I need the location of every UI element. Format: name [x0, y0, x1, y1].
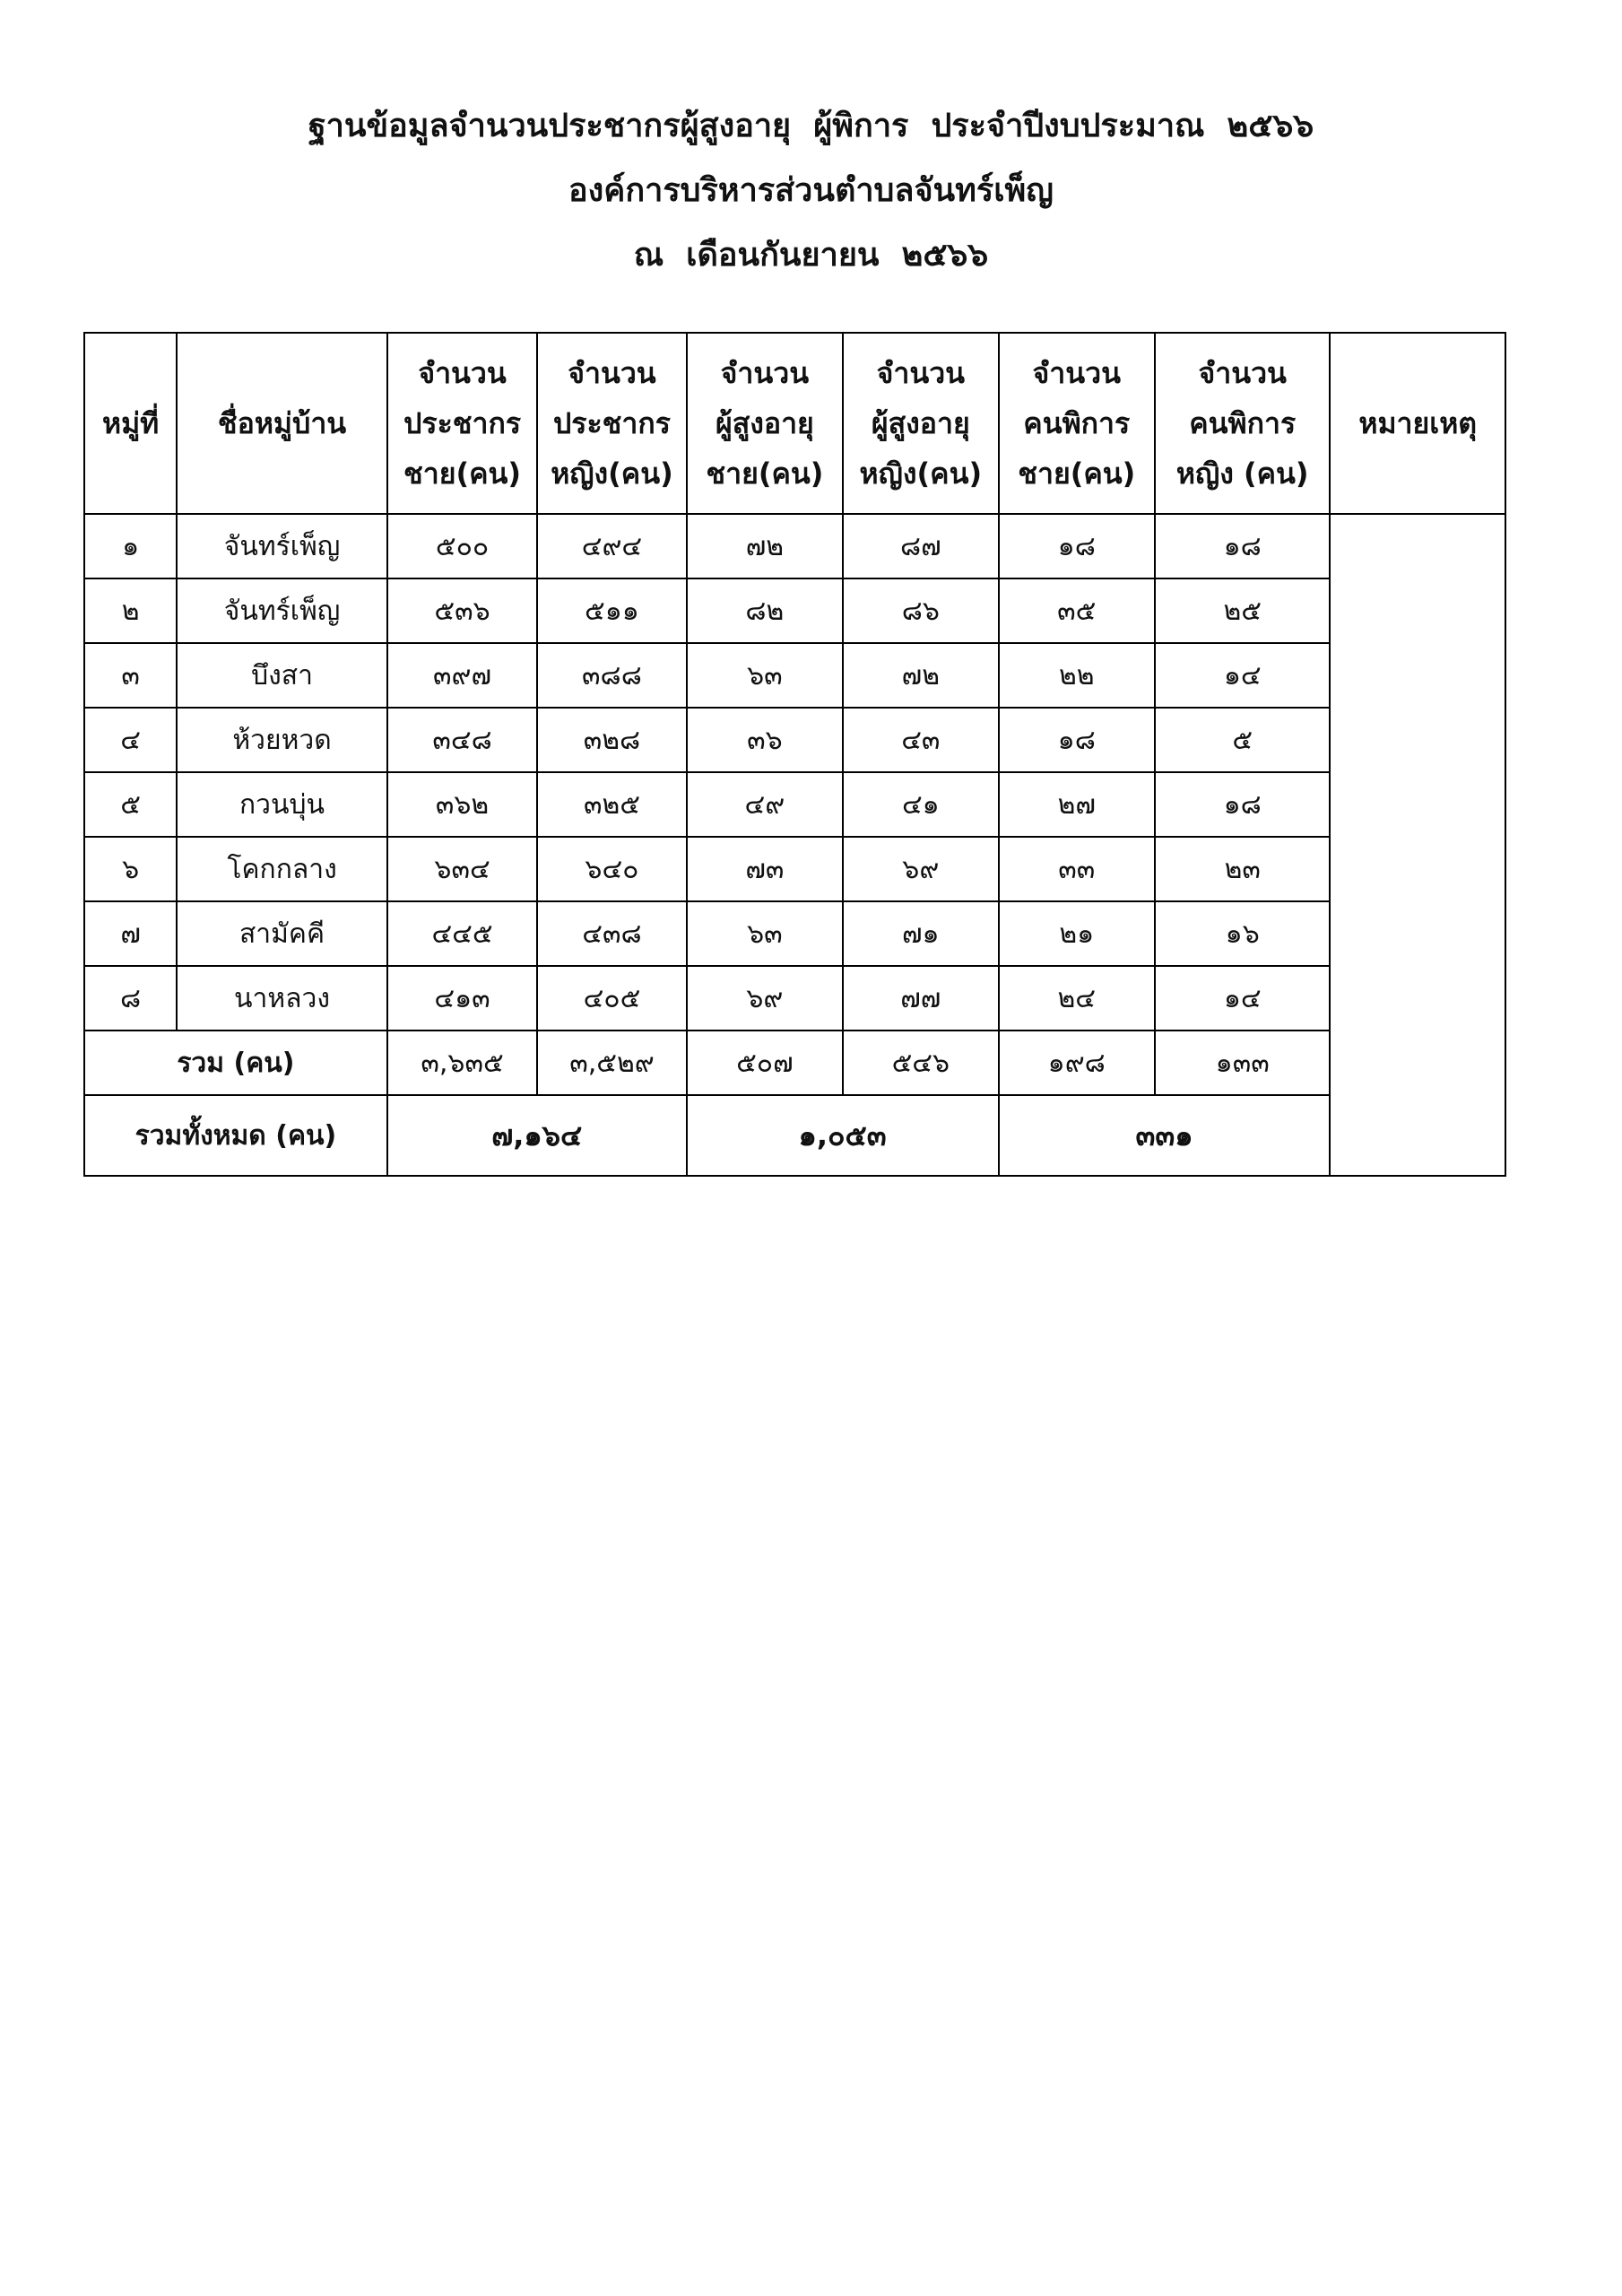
grand-total-row	[84, 1095, 1505, 1176]
sum-pop-male: ๓,๖๓๕	[387, 1031, 537, 1095]
cell-moo: ๘	[84, 966, 177, 1031]
grand-total-disabled: ๓๓๑	[999, 1095, 1331, 1176]
cell-village: สามัคคี	[177, 901, 387, 966]
cell-pop-female: ๓๘๘	[537, 643, 686, 708]
table-row	[84, 966, 1505, 1031]
cell-disabled-female: ๑๖	[1155, 901, 1330, 966]
header-remark: หมายเหตุ	[1330, 333, 1505, 514]
cell-pop-male: ๔๔๕	[387, 901, 537, 966]
header-disabled-female: จำนวน คนพิการ หญิง (คน)	[1155, 333, 1330, 514]
sum-label: รวม (คน)	[84, 1031, 387, 1095]
cell-moo: ๕	[84, 772, 177, 837]
cell-pop-female: ๕๑๑	[537, 578, 686, 643]
cell-elderly-male: ๖๓	[687, 643, 843, 708]
cell-elderly-female: ๘๖	[843, 578, 998, 643]
cell-elderly-male: ๖๓	[687, 901, 843, 966]
table-row	[84, 643, 1505, 708]
document-title	[0, 100, 1622, 294]
cell-pop-male: ๔๑๓	[387, 966, 537, 1031]
cell-moo: ๖	[84, 837, 177, 901]
cell-pop-female: ๔๐๕	[537, 966, 686, 1031]
header-elderly-female: จำนวน ผู้สูงอายุ หญิง(คน)	[843, 333, 998, 514]
cell-pop-male: ๓๙๗	[387, 643, 537, 708]
cell-elderly-male: ๘๒	[687, 578, 843, 643]
cell-pop-female: ๔๓๘	[537, 901, 686, 966]
cell-remark	[1330, 514, 1505, 1176]
population-table	[83, 332, 1506, 1177]
cell-disabled-male: ๒๗	[999, 772, 1155, 837]
cell-village: โคกกลาง	[177, 837, 387, 901]
title-line-2: องค์การบริหารส่วนตำบลจันทร์เพ็ญ	[568, 172, 1054, 209]
cell-disabled-male: ๒๑	[999, 901, 1155, 966]
cell-moo: ๗	[84, 901, 177, 966]
cell-elderly-female: ๔๑	[843, 772, 998, 837]
cell-pop-female: ๓๒๘	[537, 708, 686, 772]
cell-disabled-female: ๑๘	[1155, 514, 1330, 578]
header-disabled-male: จำนวน คนพิการ ชาย(คน)	[999, 333, 1155, 514]
cell-village: จันทร์เพ็ญ	[177, 578, 387, 643]
header-moo: หมู่ที่	[84, 333, 177, 514]
cell-village: จันทร์เพ็ญ	[177, 514, 387, 578]
cell-moo: ๒	[84, 578, 177, 643]
cell-moo: ๑	[84, 514, 177, 578]
cell-disabled-male: ๒๒	[999, 643, 1155, 708]
cell-elderly-female: ๗๒	[843, 643, 998, 708]
header-elderly-male: จำนวน ผู้สูงอายุ ชาย(คน)	[687, 333, 843, 514]
table-row	[84, 772, 1505, 837]
cell-elderly-male: ๗๒	[687, 514, 843, 578]
sum-row	[84, 1031, 1505, 1095]
cell-elderly-male: ๔๙	[687, 772, 843, 837]
cell-village: กวนบุ่น	[177, 772, 387, 837]
sum-elderly-male: ๕๐๗	[687, 1031, 843, 1095]
sum-elderly-female: ๕๔๖	[843, 1031, 998, 1095]
grand-total-elderly: ๑,๐๕๓	[687, 1095, 999, 1176]
table-row	[84, 901, 1505, 966]
cell-pop-male: ๖๓๔	[387, 837, 537, 901]
sum-disabled-male: ๑๙๘	[999, 1031, 1155, 1095]
cell-village: นาหลวง	[177, 966, 387, 1031]
cell-pop-female: ๖๔๐	[537, 837, 686, 901]
title-line-1: ฐานข้อมูลจำนวนประชากรผู้สูงอายุ ผู้พิการ ประจำปีงบประมาณ ๒๕๖๖	[308, 108, 1314, 144]
cell-pop-male: ๓๖๒	[387, 772, 537, 837]
sum-pop-female: ๓,๕๒๙	[537, 1031, 686, 1095]
cell-elderly-female: ๗๗	[843, 966, 998, 1031]
cell-disabled-female: ๒๕	[1155, 578, 1330, 643]
cell-elderly-male: ๖๙	[687, 966, 843, 1031]
cell-disabled-male: ๓๕	[999, 578, 1155, 643]
title-line-3: ณ เดือนกันยายน ๒๕๖๖	[633, 237, 989, 274]
cell-disabled-female: ๒๓	[1155, 837, 1330, 901]
cell-disabled-male: ๑๘	[999, 708, 1155, 772]
cell-disabled-male: ๓๓	[999, 837, 1155, 901]
cell-pop-male: ๓๔๘	[387, 708, 537, 772]
cell-elderly-female: ๘๗	[843, 514, 998, 578]
cell-pop-male: ๕๓๖	[387, 578, 537, 643]
header-village: ชื่อหมู่บ้าน	[177, 333, 387, 514]
header-pop-male: จำนวน ประชากร ชาย(คน)	[387, 333, 537, 514]
cell-pop-female: ๔๙๔	[537, 514, 686, 578]
cell-pop-female: ๓๒๕	[537, 772, 686, 837]
cell-disabled-female: ๑๘	[1155, 772, 1330, 837]
header-pop-female: จำนวน ประชากร หญิง(คน)	[537, 333, 686, 514]
header-row	[84, 333, 1505, 514]
cell-elderly-male: ๓๖	[687, 708, 843, 772]
cell-elderly-female: ๖๙	[843, 837, 998, 901]
table-row	[84, 837, 1505, 901]
table-row	[84, 708, 1505, 772]
sum-disabled-female: ๑๓๓	[1155, 1031, 1330, 1095]
cell-pop-male: ๕๐๐	[387, 514, 537, 578]
grand-total-label: รวมทั้งหมด (คน)	[84, 1095, 387, 1176]
cell-moo: ๔	[84, 708, 177, 772]
grand-total-population: ๗,๑๖๔	[387, 1095, 687, 1176]
cell-disabled-female: ๕	[1155, 708, 1330, 772]
table-row	[84, 514, 1505, 578]
cell-elderly-female: ๗๑	[843, 901, 998, 966]
cell-village: ห้วยหวด	[177, 708, 387, 772]
cell-disabled-male: ๑๘	[999, 514, 1155, 578]
cell-elderly-female: ๔๓	[843, 708, 998, 772]
table-row	[84, 578, 1505, 643]
cell-disabled-female: ๑๔	[1155, 643, 1330, 708]
cell-disabled-female: ๑๔	[1155, 966, 1330, 1031]
cell-moo: ๓	[84, 643, 177, 708]
cell-village: บึงสา	[177, 643, 387, 708]
cell-disabled-male: ๒๔	[999, 966, 1155, 1031]
cell-elderly-male: ๗๓	[687, 837, 843, 901]
